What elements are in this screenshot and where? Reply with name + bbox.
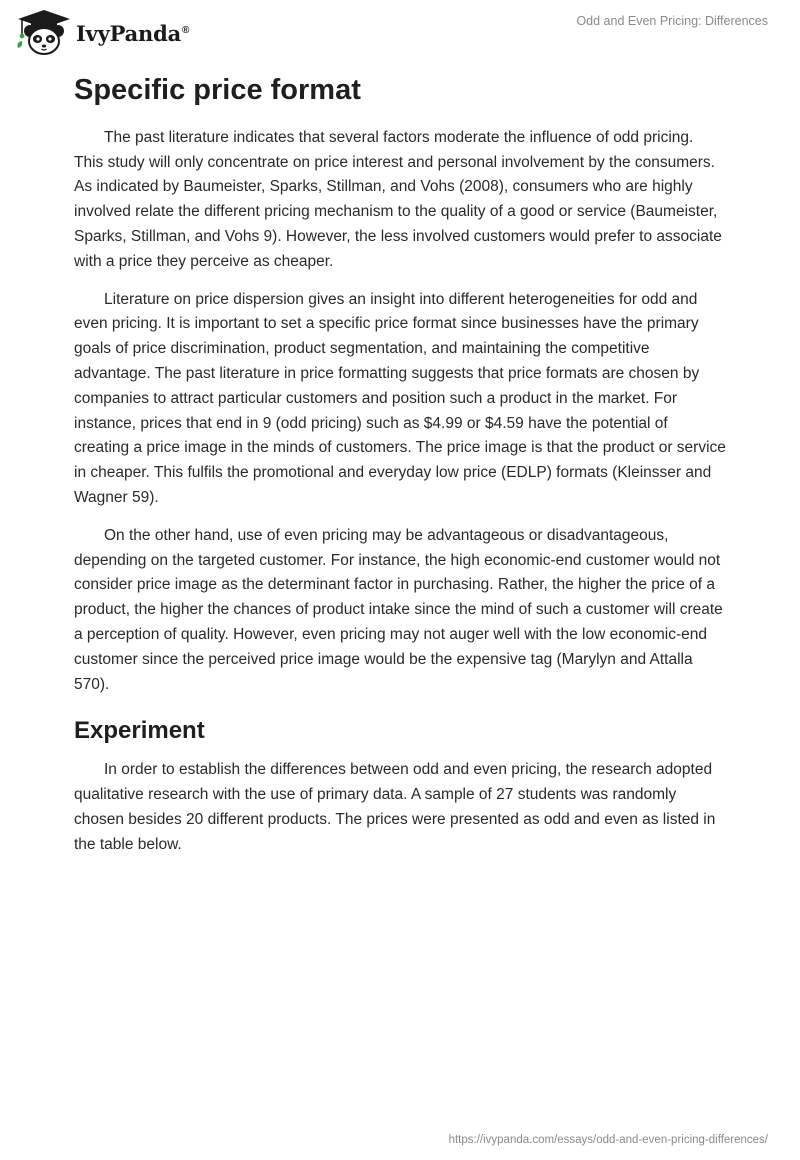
paragraph: On the other hand, use of even pricing may be advantageous or disadvantageous, depending on the targeted customer. For instance, the high economic-end customer would not consider price image as the determinant factor in purchasing. Rather, the higher the price of a product, the higher the chances of product intake since the mind of such a customer will create a perception of quality. However, even pricing may not auger well with the low economic-end customer since the perceived price image would be the expensive tag (Marylyn and Attalla 570). [74, 526, 723, 693]
section-heading-experiment: Experiment [74, 717, 205, 745]
registered-mark: ® [182, 24, 190, 36]
paragraph: In order to establish the differences between odd and even pricing, the research adopted qualitative research with the use of primary data. A sample of 27 students was randomly chosen besides 20 different products. The prices were presented as odd and even as listed in the table below. [74, 761, 716, 853]
page-header [0, 0, 800, 64]
paragraph: The past literature indicates that several factors moderate the influence of odd pricing. This study will only concentrate on price interest and personal involvement by the consumers. As indicated by Baumeister, Sparks, Stillman, and Vohs (2008), consumers who are highly involved relate the different pricing mechanism to the quality of a good or service (Baumeister, Sparks, Stillman, and Vohs 9). However, the less involved customers would prefer to associate with a price they perceive as cheaper. [74, 128, 722, 270]
logo-text: IvyPanda® [76, 20, 190, 46]
source-url[interactable]: https://ivypanda.com/essays/odd-and-even-pricing-differences/ [448, 1134, 768, 1146]
article-body [74, 70, 726, 870]
document-title: Odd and Even Pricing: Differences [576, 14, 768, 28]
panda-graduate-icon [14, 8, 74, 58]
section-heading-specific-price-format: Specific price format [74, 74, 361, 106]
ivypanda-logo[interactable] [14, 8, 189, 58]
paragraph: Literature on price dispersion gives an insight into different heterogeneities for odd and even pricing. It is important to set a specific price format since businesses have the primary goals of price discrimination, product segmentation, and maintaining the competitive advantage. The past literature in price formatting suggests that price formats are chosen by companies to attract particular customers and position such a product in the market. For instance, prices that end in 9 (odd pricing) such as $4.99 or $4.59 have the potential of creating a price image in the minds of customers. The price image is that the product or service in cheaper. This fulfils the promotional and everyday low price (EDLP) formats (Kleinsser and Wagner 59). [74, 290, 726, 506]
